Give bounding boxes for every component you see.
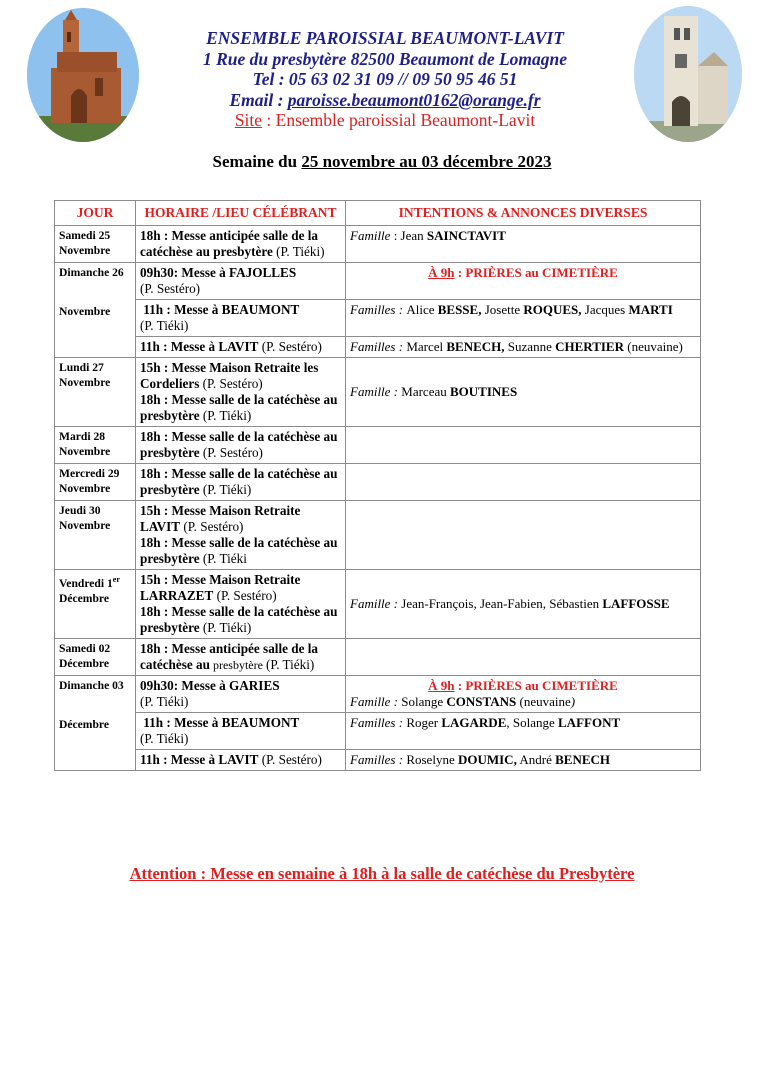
col-header-time: HORAIRE /LIEU CÉLÉBRANT <box>136 201 346 226</box>
church-photo-right <box>634 6 742 142</box>
intent-cell <box>346 639 701 676</box>
parish-header <box>160 28 610 131</box>
mass-cell: 11h : Messe à LAVIT (P. Sestéro) <box>136 337 346 358</box>
table-row <box>55 464 701 501</box>
table-row <box>55 263 701 300</box>
day-cell: Samedi 02 Décembre <box>55 639 136 676</box>
intent-cell: Famille : Marceau BOUTINES <box>346 358 701 427</box>
parish-address: 1 Rue du presbytère 82500 Beaumont de Lomagne <box>202 48 568 69</box>
mass-cell: 09h30: Messe à GARIES (P. Tiéki) <box>136 676 346 713</box>
table-row <box>55 713 701 750</box>
mass-cell: 15h : Messe Maison Retraite les Cordeliers (P. Sestéro) 18h : Messe salle de la catéchèse au presbytère (P. Tiéki) <box>136 358 346 427</box>
table-row <box>55 427 701 464</box>
table-row <box>55 226 701 263</box>
intent-cell: Familles : Roselyne DOUMIC, André BENECH <box>346 750 701 771</box>
email-link[interactable]: paroisse.beaumont0162@orange.fr <box>287 89 541 110</box>
intent-cell: À 9h : PRIÈRES au CIMETIÈRE <box>346 263 701 300</box>
intent-cell: Famille : Jean-François, Jean-Fabien, Sébastien LAFFOSSE <box>346 570 701 639</box>
attention-notice: Attention : Messe en semaine à 18h à la salle de catéchèse du Presbytère <box>129 864 635 883</box>
day-cell: Dimanche 26 Novembre <box>55 263 136 358</box>
day-cell: Dimanche 03 Décembre <box>55 676 136 771</box>
day-cell: Vendredi 1er Décembre <box>55 570 136 639</box>
intent-cell: Familles : Marcel BENECH, Suzanne CHERTIER (neuvaine) <box>346 337 701 358</box>
col-header-intentions: INTENTIONS & ANNONCES DIVERSES <box>346 201 701 226</box>
parish-name: ENSEMBLE PAROISSIAL BEAUMONT-LAVIT <box>206 28 564 48</box>
day-cell: Jeudi 30 Novembre <box>55 501 136 570</box>
intent-cell <box>346 427 701 464</box>
intent-cell: À 9h : PRIÈRES au CIMETIÈRE Famille : Solange CONSTANS (neuvaine) <box>346 676 701 713</box>
parish-phone: Tel : 05 63 02 31 09 // 09 50 95 46 51 <box>252 69 518 89</box>
mass-cell: 11h : Messe à BEAUMONT (P. Tiéki) <box>136 713 346 750</box>
intent-cell: Familles : Alice BESSE, Josette ROQUES, Jacques MARTI <box>346 300 701 337</box>
mass-cell: 09h30: Messe à FAJOLLES (P. Sestéro) <box>136 263 346 300</box>
mass-cell: 18h : Messe salle de la catéchèse au presbytère (P. Tiéki) <box>136 464 346 501</box>
table-row <box>55 501 701 570</box>
week-title: Semaine du 25 novembre au 03 décembre 2023 <box>212 152 552 171</box>
mass-cell: 15h : Messe Maison Retraite LAVIT (P. Sestéro) 18h : Messe salle de la catéchèse au presbytère (P. Tiéki <box>136 501 346 570</box>
mass-cell: 18h : Messe anticipée salle de la catéchèse au presbytère (P. Tiéki) <box>136 639 346 676</box>
mass-cell: 15h : Messe Maison Retraite LARRAZET (P. Sestéro) 18h : Messe salle de la catéchèse au presbytère (P. Tiéki) <box>136 570 346 639</box>
site-line: Site : Ensemble paroissial Beaumont-Lavit <box>234 110 536 130</box>
email-line: Email : paroisse.beaumont0162@orange.fr <box>229 89 541 110</box>
church-photo-left <box>27 8 139 142</box>
mass-cell: 18h : Messe anticipée salle de la catéchèse au presbytère (P. Tiéki) <box>136 226 346 263</box>
day-cell: Lundi 27 Novembre <box>55 358 136 427</box>
mass-cell: 11h : Messe à BEAUMONT (P. Tiéki) <box>136 300 346 337</box>
col-header-day: JOUR <box>55 201 136 226</box>
table-header-row <box>55 201 701 226</box>
intent-cell <box>346 464 701 501</box>
intent-cell <box>346 501 701 570</box>
intent-cell: Famille : Jean SAINCTAVIT <box>346 226 701 263</box>
table-row <box>55 750 701 771</box>
intent-cell: Familles : Roger LAGARDE, Solange LAFFONT <box>346 713 701 750</box>
mass-cell: 18h : Messe salle de la catéchèse au presbytère (P. Sestéro) <box>136 427 346 464</box>
day-cell: Samedi 25 Novembre <box>55 226 136 263</box>
table-row <box>55 676 701 713</box>
table-row <box>55 639 701 676</box>
schedule-table <box>54 200 701 771</box>
table-row <box>55 337 701 358</box>
mass-cell: 11h : Messe à LAVIT (P. Sestéro) <box>136 750 346 771</box>
site-link[interactable]: Site <box>234 110 263 130</box>
table-row <box>55 570 701 639</box>
day-cell: Mardi 28 Novembre <box>55 427 136 464</box>
day-cell: Mercredi 29 Novembre <box>55 464 136 501</box>
table-row <box>55 358 701 427</box>
table-row <box>55 300 701 337</box>
